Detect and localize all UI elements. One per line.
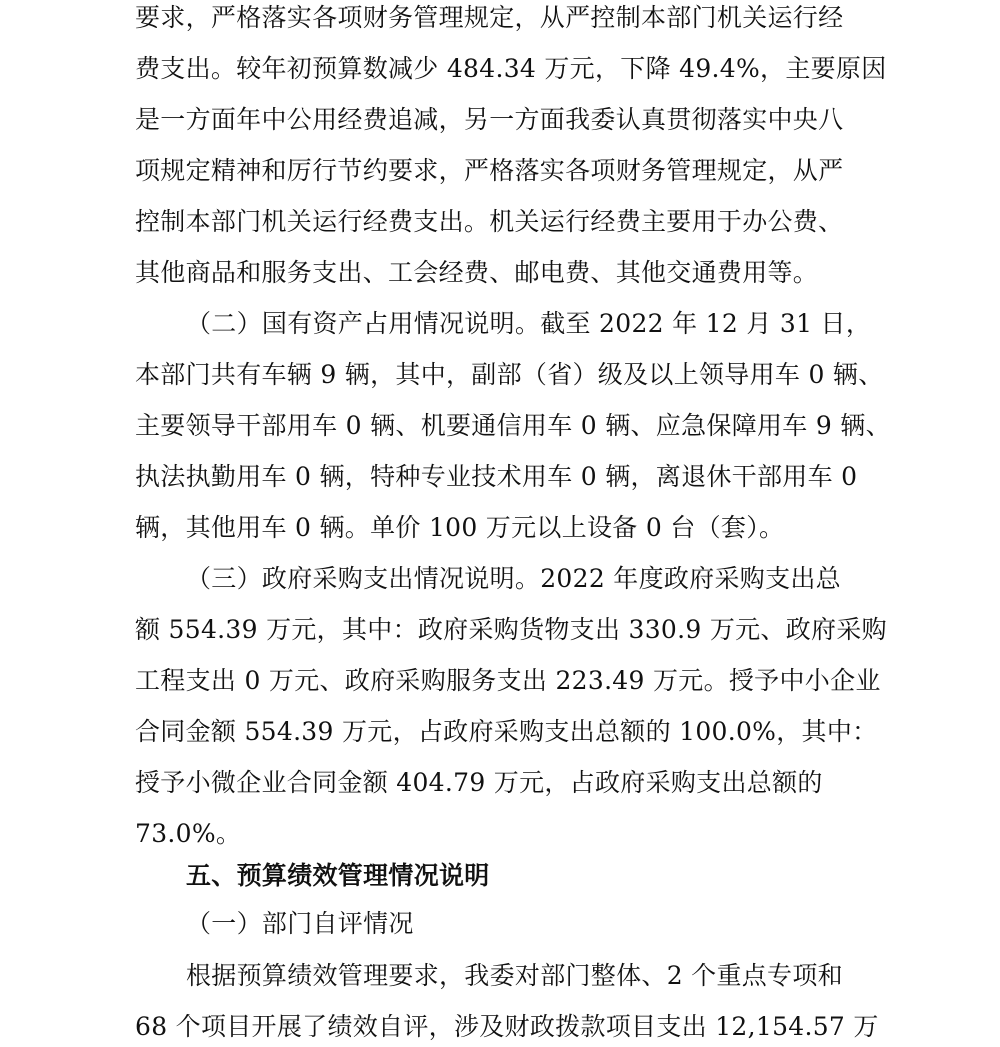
paragraph-line: 是一方面年中公用经费追减，另一方面我委认真贯彻落实中央八 (135, 105, 844, 134)
section-assets-line: （二）国有资产占用情况说明。截至 2022 年 12 月 31 日， (186, 309, 872, 338)
section-heading: 五、预算绩效管理情况说明 (186, 861, 490, 890)
paragraph-line: 授予小微企业合同金额 404.79 万元，占政府采购支出总额的 (135, 768, 823, 797)
paragraph-line: 73.0%。 (135, 819, 242, 848)
section-procurement-line: （三）政府采购支出情况说明。2022 年度政府采购支出总 (186, 564, 841, 593)
paragraph-line: 68 个项目开展了绩效自评，涉及财政拨款项目支出 12,154.57 万 (135, 1012, 879, 1041)
paragraph-line: 根据预算绩效管理要求，我委对部门整体、2 个重点专项和 (186, 961, 843, 990)
paragraph-line: 额 554.39 万元，其中：政府采购货物支出 330.9 万元、政府采购 (135, 615, 887, 644)
paragraph-line: 合同金额 554.39 万元，占政府采购支出总额的 100.0%，其中： (135, 717, 878, 746)
paragraph-line: 费支出。较年初预算数减少 484.34 万元，下降 49.4%，主要原因 (135, 54, 887, 83)
paragraph-line: 执法执勤用车 0 辆，特种专业技术用车 0 辆，离退休干部用车 0 (135, 462, 858, 491)
paragraph-line: 要求，严格落实各项财务管理规定，从严控制本部门机关运行经 (135, 3, 844, 32)
paragraph-line: 辆，其他用车 0 辆。单价 100 万元以上设备 0 台（套）。 (135, 513, 785, 542)
paragraph-line: 本部门共有车辆 9 辆，其中，副部（省）级及以上领导用车 0 辆、 (135, 360, 884, 389)
paragraph-line: 项规定精神和厉行节约要求，严格落实各项财务管理规定，从严 (135, 156, 844, 185)
paragraph-line: 其他商品和服务支出、工会经费、邮电费、其他交通费用等。 (135, 258, 819, 287)
paragraph-line: 工程支出 0 万元、政府采购服务支出 223.49 万元。授予中小企业 (135, 666, 881, 695)
subsection-heading: （一）部门自评情况 (186, 909, 414, 938)
paragraph-line: 控制本部门机关运行经费支出。机关运行经费主要用于办公费、 (135, 207, 844, 236)
paragraph-line: 主要领导干部用车 0 辆、机要通信用车 0 辆、应急保障用车 9 辆、 (135, 411, 891, 440)
